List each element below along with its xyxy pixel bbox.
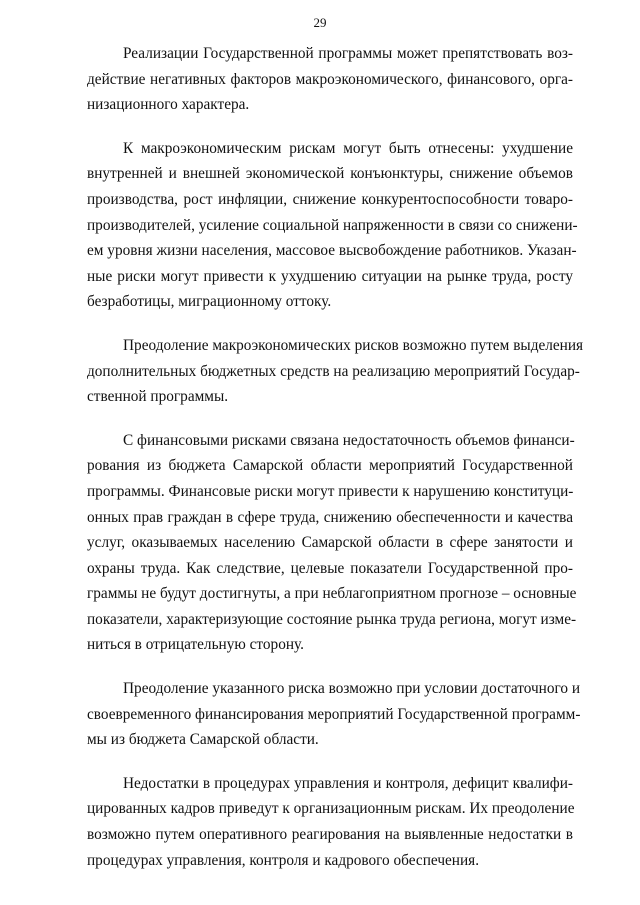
text-line: услуг, оказываемых населению Самарской области в сфере занятости и [87,534,573,552]
document-body [87,41,584,891]
text-line: низационного характера. [87,96,250,114]
text-line: своевременного финансирования мероприятий Государственной программ- [87,705,581,723]
paragraph-5 [87,676,581,753]
text-line: производителей, усиление социальной напряженности в связи со снижени- [87,216,578,234]
text-line: ем уровня жизни населения, массовое высвобождение работников. Указан- [87,242,577,260]
paragraph-2 [87,136,578,315]
text-line: Реализации Государственной программы может препятствовать воз- [123,45,573,62]
text-line: онных прав граждан в сфере труда, снижению обеспеченности и качества [87,508,573,526]
text-line: ниться в отрицательную сторону. [87,636,304,654]
text-line: цированных кадров приведут к организационным рискам. Их преодоление [87,800,575,818]
text-line: действие негативных факторов макроэкономического, финансового, орга- [87,70,573,88]
text-line: процедурах управления, контроля и кадрового обеспечения. [87,851,480,869]
text-line: ственной программы. [87,388,229,406]
text-line: охраны труда. Как следствие, целевые показатели Государственной про- [87,559,573,577]
text-line: К макроэкономическим рискам могут быть отнесены: ухудшение [123,139,573,157]
text-line: производства, рост инфляции, снижение конкурентоспособности товаро- [87,190,573,208]
text-line: мы из бюджета Самарской области. [87,731,319,749]
paragraph-1 [87,41,573,118]
text-line: безработицы, миграционному оттоку. [87,293,332,311]
text-line: граммы не будут достигнуты, а при неблагоприятном прогнозе – основные [87,585,577,603]
text-line: Преодоление указанного риска возможно при условии достаточного и [123,680,581,698]
text-line: рования из бюджета Самарской области мероприятий Государственной [87,457,573,475]
paragraph-6 [87,771,573,873]
text-line: показатели, характеризующие состояние рынка труда региона, могут изме- [87,610,577,628]
text-line: внутренней и внешней экономической конъюнктуры, снижение объемов [87,165,573,183]
text-line: С финансовыми рисками связана недостаточность объемов финанси- [123,431,575,449]
text-line: возможно путем оперативного реагирования на выявленные недостатки в [87,826,573,844]
text-line: Преодоление макроэкономических рисков возможно путем выделения [123,336,584,354]
text-line: Недостатки в процедурах управления и контроля, дефицит квалифи- [123,774,573,792]
text-line: ные риски могут привести к ухудшению ситуации на рынке труда, росту [87,267,573,285]
paragraph-3 [87,333,584,410]
text-line: дополнительных бюджетных средств на реализацию мероприятий Государ- [87,362,580,380]
page-number: 29 [313,15,327,30]
paragraph-4 [87,428,577,658]
text-line: программы. Финансовые риски могут привести к нарушению конституци- [87,482,574,500]
